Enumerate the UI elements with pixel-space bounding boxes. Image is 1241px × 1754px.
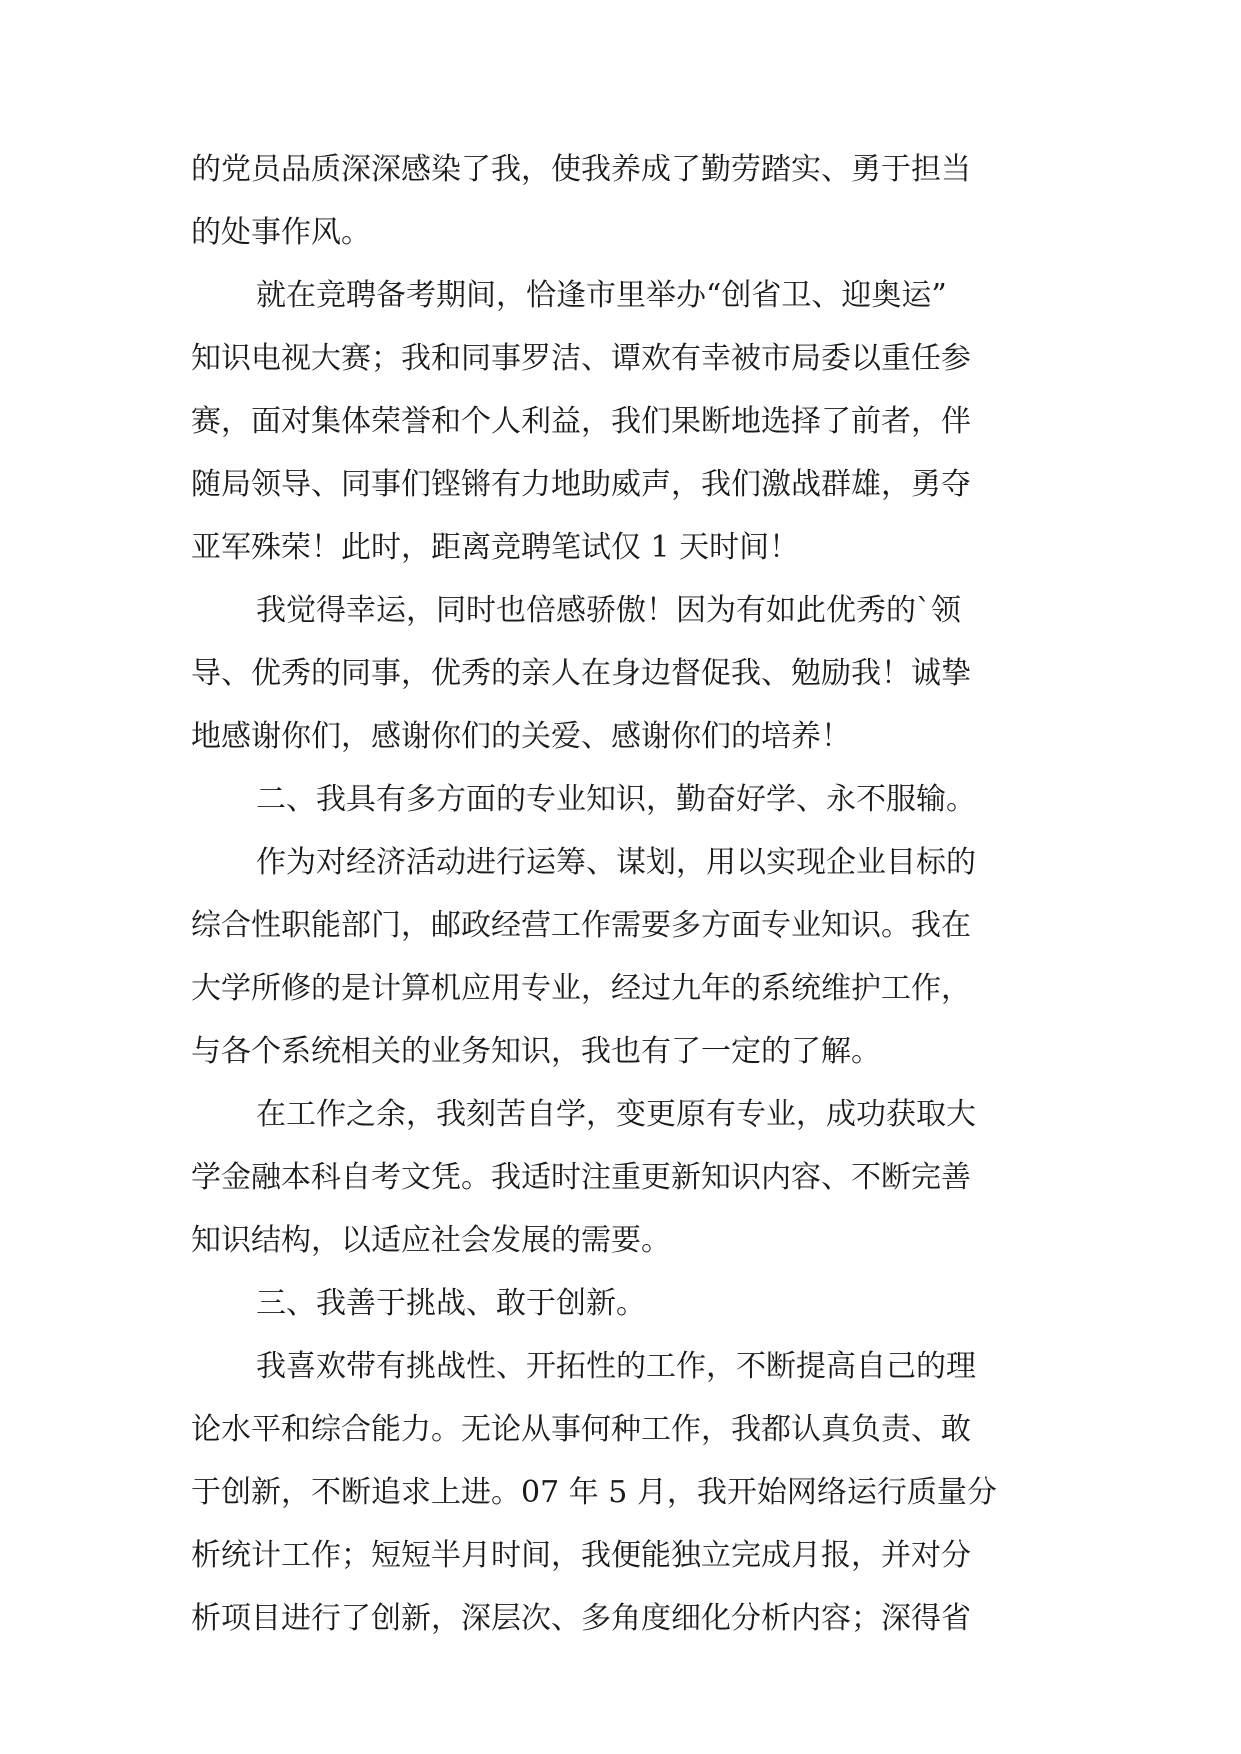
text-line: 的处事作风。 [191,215,371,250]
paragraph-start-line: 作为对经济活动进行运筹、谋划，用以实现企业目标的 [256,845,976,880]
text-line: 与各个系统相关的业务知识，我也有了一定的了解。 [191,1034,881,1069]
paragraph-start-line: 在工作之余，我刻苦自学，变更原有专业，成功获取大 [256,1097,976,1132]
text-line: 论水平和综合能力。无论从事何种工作，我都认真负责、敢 [191,1412,971,1447]
text-line: 析项目进行了创新，深层次、多角度细化分析内容；深得省 [191,1601,971,1636]
text-line: 亚军殊荣！此时，距离竞聘笔试仅 1 天时间！ [191,530,800,565]
text-line: 地感谢你们，感谢你们的关爱、感谢你们的培养！ [191,719,851,754]
text-line: 于创新，不断追求上进。07 年 5 月，我开始网络运行质量分 [191,1475,997,1510]
section-heading-2: 二、我具有多方面的专业知识，勤奋好学、永不服输。 [256,782,976,817]
text-line: 综合性职能部门，邮政经营工作需要多方面专业知识。我在 [191,908,971,943]
text-line: 大学所修的是计算机应用专业，经过九年的系统维护工作， [191,971,971,1006]
section-heading-3: 三、我善于挑战、敢于创新。 [256,1286,646,1321]
paragraph-start-line: 就在竞聘备考期间，恰逢市里举办“创省卫、迎奥运” [256,278,947,313]
text-line: 的党员品质深深感染了我，使我养成了勤劳踏实、勇于担当 [191,152,971,187]
text-line: 析统计工作；短短半月时间，我便能独立完成月报，并对分 [191,1538,971,1573]
paragraph-start-line: 我喜欢带有挑战性、开拓性的工作，不断提高自己的理 [256,1349,976,1384]
text-line: 学金融本科自考文凭。我适时注重更新知识内容、不断完善 [191,1160,971,1195]
text-line: 随局领导、同事们铿锵有力地助威声，我们激战群雄，勇夺 [191,467,971,502]
text-line: 赛，面对集体荣誉和个人利益，我们果断地选择了前者，伴 [191,404,971,439]
text-line: 知识电视大赛；我和同事罗洁、谭欢有幸被市局委以重任参 [191,341,971,376]
text-line: 导、优秀的同事，优秀的亲人在身边督促我、勉励我！诚挚 [191,656,971,691]
text-line: 知识结构，以适应社会发展的需要。 [191,1223,671,1258]
paragraph-start-line: 我觉得幸运，同时也倍感骄傲！因为有如此优秀的`领 [256,593,961,628]
